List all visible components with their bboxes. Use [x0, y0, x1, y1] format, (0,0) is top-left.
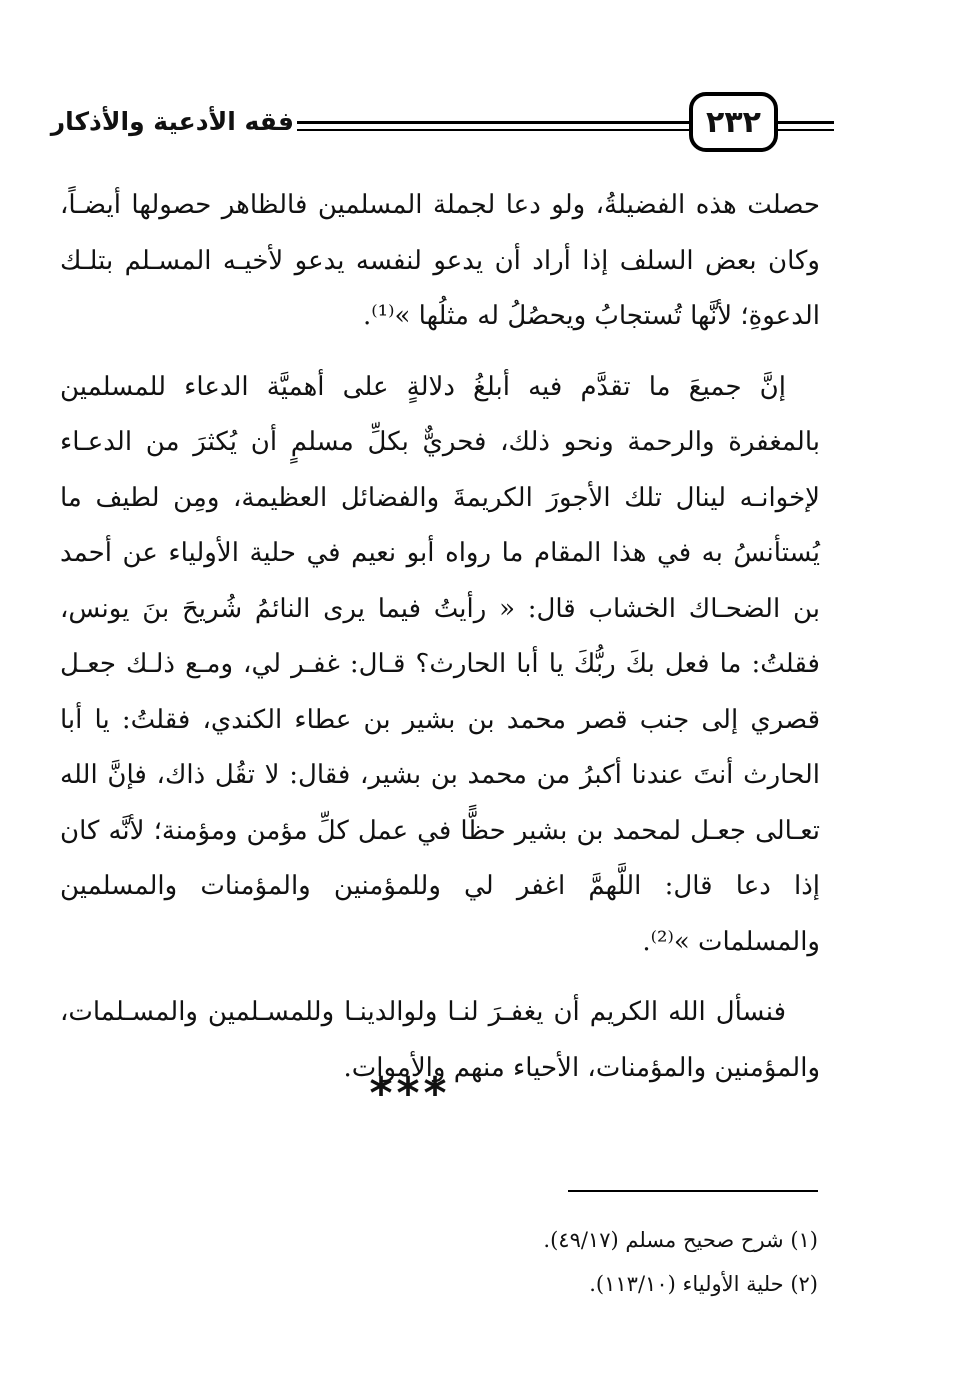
- main-text: [60, 178, 820, 1111]
- paragraph-3: فنسأل الله الكريم أن يغفـرَ لنـا ولوالدينـا وللمسـلمين والمسـلمات، والمؤمنين والمؤمنات، الأحياء منهم والأموات.: [60, 997, 820, 1083]
- header-rule-left: [297, 121, 689, 131]
- section-separator: ***: [369, 1068, 451, 1119]
- footnote-divider: [568, 1190, 818, 1192]
- page-header: [50, 92, 834, 162]
- running-title: فقه الأدعية والأذكار: [50, 107, 294, 136]
- paragraph-2: إنَّ جميعَ ما تقدَّم فيه أبلغُ دلالةٍ على أهميَّة الدعاء للمسلمين بالمغفرة والرحمة ونحو ذلك، فحريٌّ بكلِّ مسلمٍ أن يُكثرَ من الدعـاء لإخوانـه لينال تلك الأجورَ الكريمةَ والفضائل العظيمة، ومِن لطيف ما يُستأنسُ به في هذا المقام ما رواه أبو نعيم في حلية الأولياء عن أحمد بن الضحـاك الخشاب قال: « رأيتُ فيما يرى النائمُ شُريحَ بنَ يونس، فقلتُ: ما فعل بكَ ربُّكَ يا أبا الحارث؟ قـال: غفـر لي، ومـع ذلـك جعـل قصري إلى جنب قصر محمد بن بشير بن عطاء الكندي، فقلتُ: يا أبا الحارث أنتَ عندنا أكبرُ من محمد بن بشير، فقال: لا تقُل ذاك، فإنَّ الله تعـالى جعـل لمحمد بن بشير حظًّا في عمل كلِّ مؤمن ومؤمنة؛ لأنَّه كان إذا دعا قال: اللَّهمَّ اغفر لي وللمؤمنين والمؤمنات والمسلمين والمسلمات »⁽²⁾.: [60, 371, 820, 957]
- footnote-2: (٢) حلية الأولياء (١١٣/١٠).: [589, 1272, 818, 1296]
- footnote-1: (١) شرح صحيح مسلم (٤٩/١٧).: [543, 1228, 818, 1252]
- paragraph-1: حصلت هذه الفضيلةُ، ولو دعا لجملة المسلمين فالظاهر حصولها أيضـاً، وكان بعض السلف إذا أراد أن يدعو لنفسه يدعو لأخيـه المسـلم بتلـك الدعوةِ؛ لأنَّها تُستجابُ ويحصُلُ له مثلُها »⁽¹⁾.: [60, 190, 820, 331]
- page-number: ٢٣٢: [689, 92, 778, 152]
- header-rule-right: [778, 121, 834, 131]
- footnotes: [400, 1218, 818, 1306]
